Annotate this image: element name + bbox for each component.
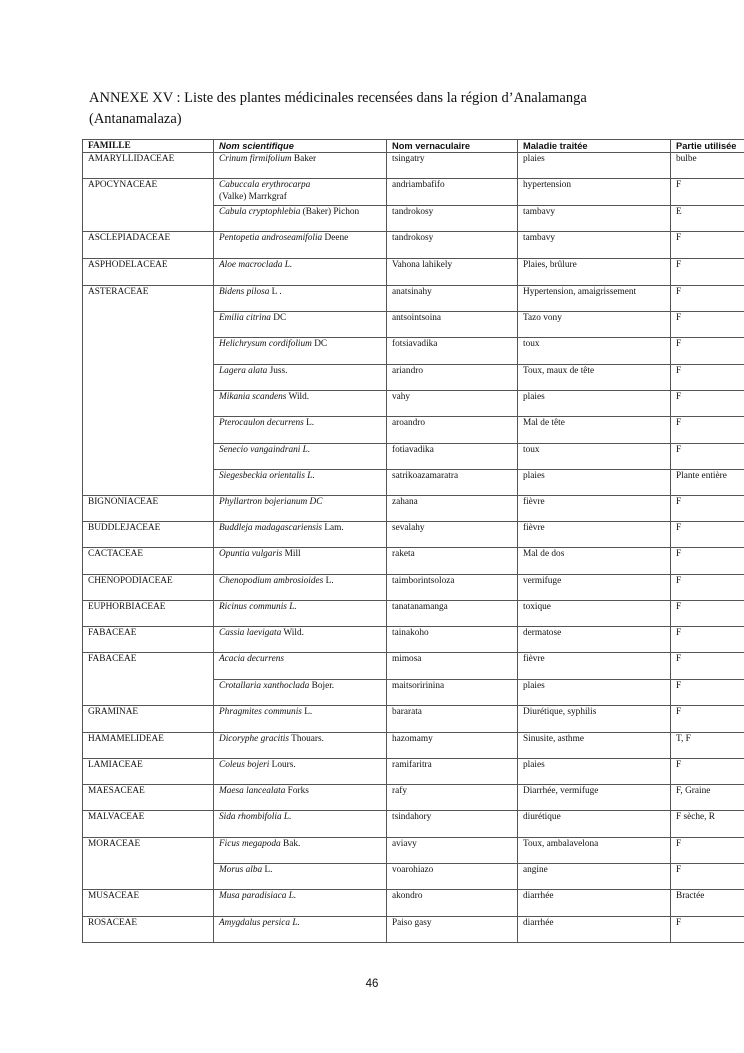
scientific-name: Cabuccala erythrocarpa [219,180,311,190]
disease-cell: Diarrhée, vermifuge [518,785,671,811]
plants-table [82,139,744,943]
scientific-name-cell [214,391,387,417]
family-cell: LAMIACEAE [83,759,214,785]
scientific-authority: L . [269,287,282,297]
scientific-name: Siegesbeckia orientalis L. [219,471,315,481]
disease-cell: diarrhée [518,890,671,917]
vernacular-name-cell: maitsoririnina [387,680,518,706]
part-used-cell: F [671,259,744,286]
family-cell: APOCYNACEAE [83,179,214,232]
vernacular-name-cell: sevalahy [387,522,518,548]
scientific-authority: DC [311,339,328,349]
family-cell: GRAMINAE [83,706,214,733]
header-partie-utilisee: Partie utilisée [671,140,744,153]
scientific-authority: Baker [291,154,317,164]
vernacular-name-cell: andriambafifo [387,179,518,206]
scientific-name-cell [214,575,387,601]
family-cell: EUPHORBIACEAE [83,601,214,627]
scientific-authority: Wild. [281,628,304,638]
scientific-name: Cassia laevigata [219,628,282,638]
scientific-authority: DC [270,313,287,323]
vernacular-name-cell: ariandro [387,365,518,391]
part-used-cell: F [671,179,744,206]
disease-cell: Tazo vony [518,312,671,338]
scientific-name-cell [214,312,387,338]
table-header-row [83,140,744,153]
scientific-name-cell [214,811,387,838]
scientific-authority: Bak. [280,839,301,849]
scientific-name: Emilia citrina [219,313,271,323]
vernacular-name-cell: satrikoazamaratra [387,470,518,496]
part-used-cell: T, F [671,733,744,759]
table-row [83,286,744,312]
scientific-name: Aloe macroclada L. [219,260,293,270]
scientific-name: Acacia decurrens [219,654,284,664]
disease-cell: plaies [518,153,671,179]
table-body [83,153,744,943]
vernacular-name-cell: bararata [387,706,518,733]
scientific-name: Pterocaulon decurrens [219,418,304,428]
scientific-name-cell [214,338,387,365]
scientific-name: Mikania scandens [219,392,287,402]
vernacular-name-cell: tandrokosy [387,206,518,232]
part-used-cell: F [671,391,744,417]
vernacular-name-cell: Vahona lahikely [387,259,518,286]
part-used-cell: F [671,417,744,444]
scientific-name: Cabula cryptophlebia [219,207,301,217]
header-nom-vernaculaire: Nom vernaculaire [387,140,518,153]
disease-cell: Hypertension, amaigrissement [518,286,671,312]
table-row [83,496,744,522]
disease-cell: fièvre [518,496,671,522]
scientific-name: Phragmites communis [219,707,302,717]
scientific-authority: L. [303,418,315,428]
scientific-authority: Lam. [322,523,344,533]
scientific-name-cell [214,365,387,391]
table-row [83,838,744,864]
scientific-name: Senecio vangaindrani L. [219,445,311,455]
scientific-authority: L. [323,576,334,586]
part-used-cell: F [671,338,744,365]
scientific-authority: Bojer. [309,681,335,691]
vernacular-name-cell: anatsinahy [387,286,518,312]
family-cell: ASTERACEAE [83,286,214,496]
scientific-name-cell [214,232,387,259]
vernacular-name-cell: fotsiavadika [387,338,518,365]
vernacular-name-cell: akondro [387,890,518,917]
scientific-name: Dicoryphe gracitis [219,734,289,744]
family-cell: MORACEAE [83,838,214,890]
disease-cell: plaies [518,391,671,417]
vernacular-name-cell: vahy [387,391,518,417]
part-used-cell: F [671,496,744,522]
vernacular-name-cell: tanatanamanga [387,601,518,627]
disease-cell: Plaies, brûlure [518,259,671,286]
vernacular-name-cell: antsointsoina [387,312,518,338]
disease-cell: plaies [518,759,671,785]
table-row [83,232,744,259]
table-row [83,259,744,286]
part-used-cell: F [671,286,744,312]
scientific-name: Opuntia vulgaris [219,549,283,559]
scientific-name-cell [214,153,387,179]
table-row [83,706,744,733]
scientific-name-cell [214,444,387,470]
vernacular-name-cell: rafy [387,785,518,811]
part-used-cell: F [671,706,744,733]
part-used-cell: F [671,864,744,890]
scientific-name: Ricinus communis L. [219,602,297,612]
vernacular-name-cell: fotiavadika [387,444,518,470]
table-row [83,179,744,206]
scientific-name-cell [214,601,387,627]
scientific-name-cell [214,890,387,917]
scientific-name: Chenopodium ambrosioides [219,576,324,586]
vernacular-name-cell: aroandro [387,417,518,444]
scientific-name: Lagera alata [219,366,268,376]
disease-cell: Toux, ambalavelona [518,838,671,864]
table-row [83,811,744,838]
scientific-name-cell [214,917,387,943]
table-row [83,627,744,653]
table-row [83,548,744,575]
disease-cell: toux [518,444,671,470]
scientific-name-cell [214,417,387,444]
part-used-cell: F [671,548,744,575]
scientific-name: Ficus megapoda [219,839,281,849]
vernacular-name-cell: tsindahory [387,811,518,838]
disease-cell: diurétique [518,811,671,838]
disease-cell: tambavy [518,206,671,232]
family-cell: BIGNONIACEAE [83,496,214,522]
family-cell: ASPHODELACEAE [83,259,214,286]
disease-cell: dermatose [518,627,671,653]
disease-cell: plaies [518,470,671,496]
disease-cell: Mal de dos [518,548,671,575]
disease-cell: fièvre [518,653,671,680]
table-row [83,601,744,627]
scientific-name: Sida rhombifolia L. [219,812,292,822]
table-row [83,890,744,917]
part-used-cell: F [671,838,744,864]
scientific-name-cell [214,733,387,759]
part-used-cell: F [671,917,744,943]
scientific-authority-line-2: (Valke) Marrkgraf [219,192,287,202]
vernacular-name-cell: hazomamy [387,733,518,759]
vernacular-name-cell: tandrokosy [387,232,518,259]
scientific-name-cell [214,627,387,653]
scientific-name-cell [214,259,387,286]
scientific-authority: L. [262,865,273,875]
disease-cell: Toux, maux de tête [518,365,671,391]
disease-cell: Sinusite, asthme [518,733,671,759]
scientific-name-cell [214,680,387,706]
disease-cell: tambavy [518,232,671,259]
part-used-cell: F [671,680,744,706]
scientific-name-cell [214,470,387,496]
table-row [83,917,744,943]
disease-cell: fièvre [518,522,671,548]
scientific-authority: Juss. [267,366,288,376]
part-used-cell: F [671,365,744,391]
table-row [83,759,744,785]
scientific-authority: Forks [285,786,309,796]
disease-cell: diarrhée [518,917,671,943]
part-used-cell: F, Graine [671,785,744,811]
scientific-name-cell [214,785,387,811]
part-used-cell: F [671,312,744,338]
part-used-cell: F [671,627,744,653]
scientific-authority: Thouars. [288,734,324,744]
table-row [83,522,744,548]
title-line-2: (Antanamalaza) [89,111,182,127]
scientific-name-cell [214,522,387,548]
header-nom-scientifique: Nom scientifique [214,140,387,153]
part-used-cell: Plante entière [671,470,744,496]
vernacular-name-cell: taimborintsoloza [387,575,518,601]
family-cell: MAESACEAE [83,785,214,811]
family-cell: BUDDLEJACEAE [83,522,214,548]
part-used-cell: F [671,522,744,548]
disease-cell: Mal de tête [518,417,671,444]
vernacular-name-cell: mimosa [387,653,518,680]
scientific-authority: Wild. [286,392,310,402]
scientific-name: Buddleja madagascariensis [219,523,323,533]
page-number: 46 [365,978,379,990]
scientific-name: Morus alba [219,865,263,875]
family-cell: AMARYLLIDACEAE [83,153,214,179]
disease-cell: Diurétique, syphilis [518,706,671,733]
scientific-name: Crotallaria xanthoclada [219,681,310,691]
family-cell: FABACEAE [83,653,214,706]
scientific-name-cell [214,286,387,312]
scientific-name-cell [214,706,387,733]
disease-cell: plaies [518,680,671,706]
family-cell: CACTACEAE [83,548,214,575]
scientific-name: Pentopetia androseamifolia [219,233,323,243]
scientific-name-cell [214,653,387,680]
table-row [83,653,744,680]
part-used-cell: F [671,759,744,785]
disease-cell: hypertension [518,179,671,206]
part-used-cell: F [671,232,744,259]
disease-cell: toux [518,338,671,365]
scientific-authority: Mill [282,549,301,559]
family-cell: ROSACEAE [83,917,214,943]
scientific-name: Phyllartron bojerianum DC [219,497,323,507]
part-used-cell: Bractée [671,890,744,917]
part-used-cell: bulbe [671,153,744,179]
vernacular-name-cell: raketa [387,548,518,575]
disease-cell: toxique [518,601,671,627]
scientific-name: Bidens pilosa [219,287,270,297]
scientific-name-cell [214,496,387,522]
vernacular-name-cell: tainakoho [387,627,518,653]
scientific-name-cell [214,179,387,206]
scientific-authority: Lours. [269,760,296,770]
scientific-name-cell [214,548,387,575]
disease-cell: vermifuge [518,575,671,601]
part-used-cell: F [671,575,744,601]
page-title [89,88,649,130]
scientific-name: Crinum firmifolium [219,154,292,164]
scientific-authority: Deene [322,233,349,243]
vernacular-name-cell: aviavy [387,838,518,864]
scientific-name-cell [214,759,387,785]
part-used-cell: F [671,601,744,627]
scientific-authority: (Baker) Pichon [300,207,360,217]
scientific-name-cell [214,206,387,232]
disease-cell: angine [518,864,671,890]
scientific-name: Helichrysum cordifolium [219,339,312,349]
table-row [83,785,744,811]
scientific-name: Coleus bojeri [219,760,270,770]
part-used-cell: F sèche, R [671,811,744,838]
vernacular-name-cell: tsingatry [387,153,518,179]
scientific-name: Amygdalus persica L. [219,918,300,928]
vernacular-name-cell: Paiso gasy [387,917,518,943]
part-used-cell: F [671,444,744,470]
family-cell: CHENOPODIACEAE [83,575,214,601]
scientific-authority: L. [301,707,313,717]
table-row [83,733,744,759]
part-used-cell: E [671,206,744,232]
table-row [83,153,744,179]
vernacular-name-cell: ramifaritra [387,759,518,785]
family-cell: MALVACEAE [83,811,214,838]
family-cell: MUSACEAE [83,890,214,917]
vernacular-name-cell: voarohiazo [387,864,518,890]
family-cell: FABACEAE [83,627,214,653]
family-cell: ASCLEPIADACEAE [83,232,214,259]
scientific-name-cell [214,864,387,890]
family-cell: HAMAMELIDEAE [83,733,214,759]
scientific-name-cell [214,838,387,864]
vernacular-name-cell: zahana [387,496,518,522]
table-row [83,575,744,601]
header-famille: FAMILLE [83,140,214,153]
scientific-name: Maesa lancealata [219,786,286,796]
scientific-name: Musa paradisiaca L. [219,891,297,901]
part-used-cell: F [671,653,744,680]
header-maladie-traitee: Maladie traitée [518,140,671,153]
title-line-1: ANNEXE XV : Liste des plantes médicinales recensées dans la région d’Analamanga [89,90,587,106]
